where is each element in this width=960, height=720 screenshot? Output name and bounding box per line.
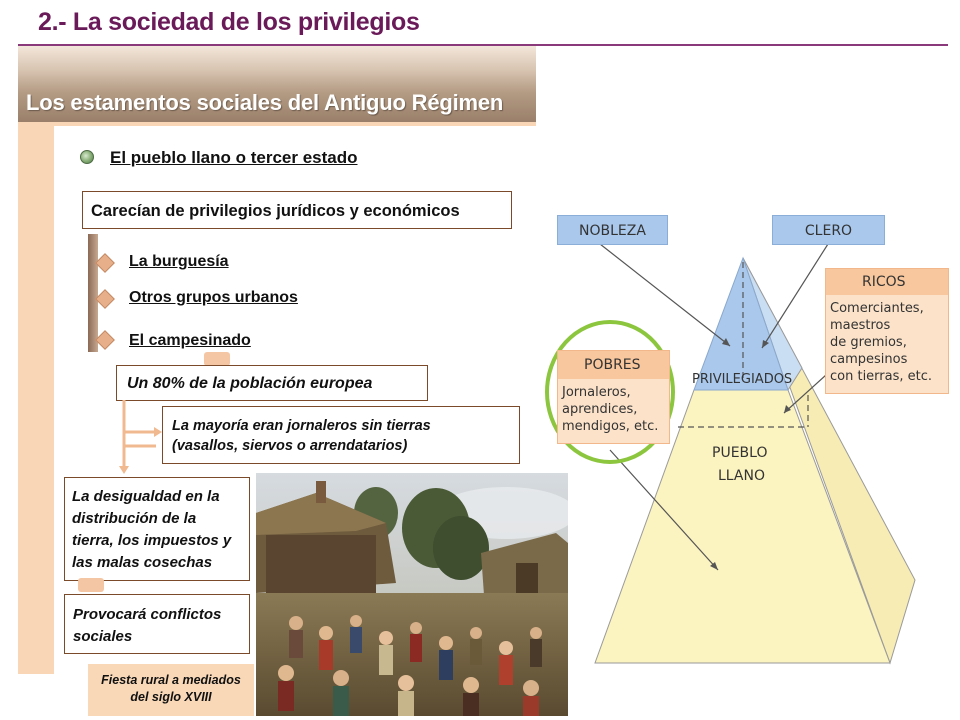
ricos-line: campesinos bbox=[830, 352, 908, 367]
ricos-title: RICOS bbox=[862, 274, 906, 290]
population-text: Un 80% de la población europea bbox=[127, 375, 373, 392]
diamond-bullet-icon bbox=[95, 253, 115, 273]
conflicts-text: Provocará conflictos sociales bbox=[73, 606, 222, 645]
privileges-text: Carecían de privilegios jurídicos y económicos bbox=[91, 202, 460, 220]
pobres-box bbox=[557, 350, 670, 444]
nobleza-label-box bbox=[557, 215, 668, 245]
left-accent-strip bbox=[18, 122, 54, 674]
group-item-burguesia: La burguesía bbox=[129, 253, 229, 270]
pueblo-label-line2: LLANO bbox=[718, 468, 765, 484]
pobres-line: mendigos, etc. bbox=[562, 419, 659, 434]
pueblo-label-line1: PUEBLO bbox=[712, 445, 768, 461]
pobres-line: Jornaleros, bbox=[562, 385, 631, 400]
inequality-box bbox=[64, 477, 250, 581]
down-arrow-icon bbox=[78, 578, 104, 592]
groups-connector-bar bbox=[88, 234, 98, 352]
nobleza-label: NOBLEZA bbox=[579, 223, 646, 239]
privileges-box bbox=[82, 191, 512, 229]
ricos-line: de gremios, bbox=[830, 335, 907, 350]
diamond-bullet-icon bbox=[95, 330, 115, 350]
majority-text: La mayoría eran jornaleros sin tierras (vasallos, siervos o arrendatarios) bbox=[172, 418, 431, 454]
painting-caption-box bbox=[88, 664, 254, 716]
ricos-line: Comerciantes, bbox=[830, 301, 924, 316]
rural-festival-painting bbox=[256, 473, 568, 716]
bullet-icon bbox=[80, 150, 94, 164]
ricos-box bbox=[825, 268, 949, 394]
ricos-line: maestros bbox=[830, 318, 891, 333]
clero-label: CLERO bbox=[804, 223, 853, 239]
section-heading: El pueblo llano o tercer estado bbox=[110, 148, 358, 167]
pobres-line: aprendices, bbox=[562, 402, 638, 417]
privilegiados-label: PRIVILEGIADOS bbox=[692, 372, 793, 387]
ricos-line: con tierras, etc. bbox=[830, 369, 933, 384]
inequality-text: La desigualdad en la distribución de la tierra, los impuestos y las malas cosechas bbox=[72, 488, 232, 571]
majority-box bbox=[162, 406, 520, 464]
painting-caption: Fiesta rural a mediados del siglo XVIII bbox=[101, 673, 241, 704]
flow-connector-icon bbox=[110, 398, 170, 480]
pobres-title: POBRES bbox=[584, 357, 641, 373]
group-item-campesinado: El campesinado bbox=[129, 332, 251, 349]
conflicts-box bbox=[64, 594, 250, 654]
slide-title: 2.- La sociedad de los privilegios bbox=[38, 8, 420, 36]
clero-label-box bbox=[772, 215, 885, 245]
down-arrow-icon bbox=[204, 352, 230, 366]
diamond-bullet-icon bbox=[95, 289, 115, 309]
banner-strip-connector bbox=[18, 122, 536, 126]
group-item-urbanos: Otros grupos urbanos bbox=[129, 289, 298, 306]
population-box bbox=[116, 365, 428, 401]
section-banner-text: Los estamentos sociales del Antiguo Régimen bbox=[26, 90, 504, 115]
